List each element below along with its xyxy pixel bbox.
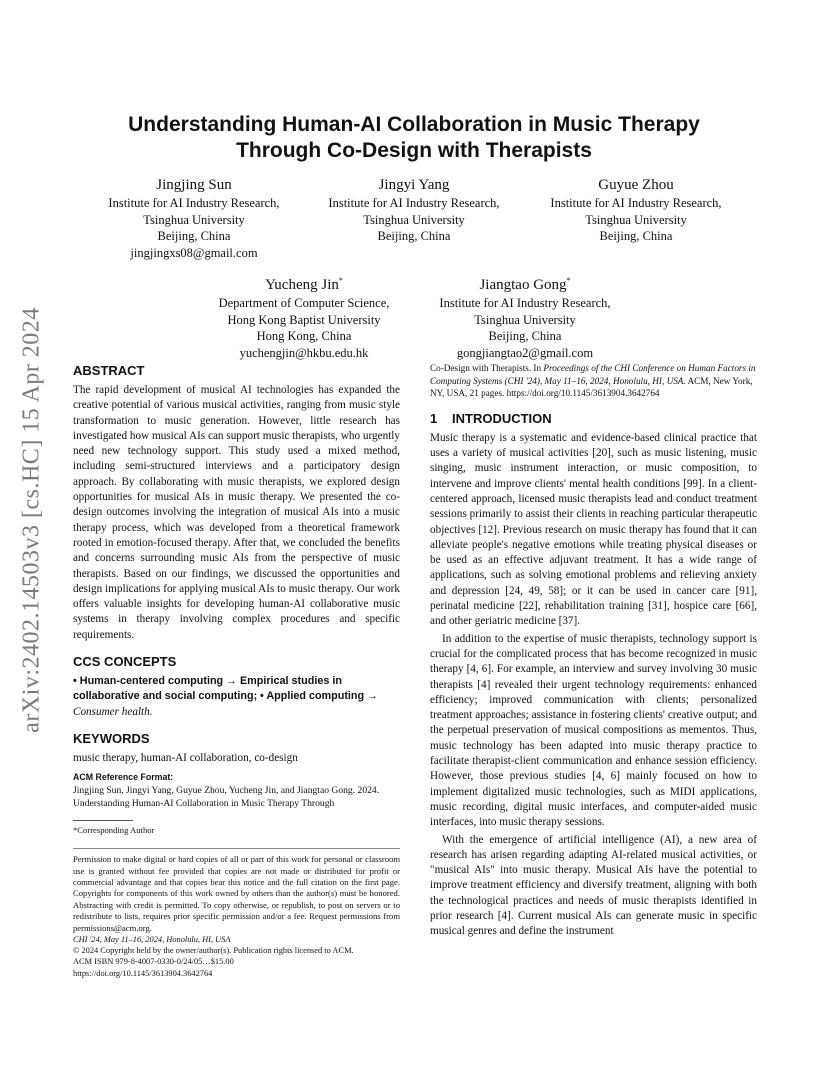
author-affiliation: Tsinghua University	[474, 312, 576, 327]
author-name-text: Yucheng Jin	[265, 277, 339, 293]
author-name	[190, 271, 418, 295]
acm-ref-cont-italic: Proceedings of the CHI Conference on Human Factors in Computing Systems (CHI '24), May 11–16, 2024, Honolulu, HI, USA.	[430, 363, 756, 386]
author-email[interactable]: gongjiangtao2@gmail.com	[456, 345, 594, 360]
author-affiliation: Hong Kong Baptist University	[227, 312, 381, 327]
copyright-line: © 2024 Copyright held by the owner/author(s). Publication rights licensed to ACM.	[73, 946, 354, 956]
permission-text: Permission to make digital or hard copies of all or part of this work for personal or classroom use is granted without fee provided that copies are not made or distributed for profit or commercial advantage and that copies bear this notice and the full citation on the first page. Copyrights for components of this work owned by others than the author(s) must be honored. Abstracting with credit is permitted. To copy otherwise, or republish, to post on servers or to redistribute to lists, requires prior specific permission and/or a fee. Request permissions from permissions@acm.org.	[73, 854, 400, 933]
arxiv-stamp-text: arXiv:2402.14503v3 [cs.HC] 15 Apr 2024	[18, 307, 45, 733]
author-name: Jingyi Yang	[378, 177, 450, 193]
ccs-bullet-2-italic: Consumer health.	[73, 705, 153, 718]
corresponding-footnote: *Corresponding Author	[73, 825, 155, 836]
abstract-text: The rapid development of musical AI technologies has expanded the creative potential of various musical activities, ranging from music style transformation to music generation. However, little research has investigated how musical AIs can support music therapists, who urgently need new technology support. This study used a mixed method, including semi-structured interviews and a participatory design approach. By collaborating with music therapists, we explored design opportunities for musical AIs in music therapy. We presented the co-design outcomes involving the integration of musical AIs into a music therapy process, which was developed from a theoretical framework rooted in emotion-focused therapy. After that, we concluded the benefits and concerns surrounding music AIs from the perspective of music therapists. Based on our findings, we discussed the opportunities and design implications for applying musical AIs to music therapy. Our work offers valuable insights for developing human-AI collaborative music systems in therapy involving complex procedures and specific requirements.	[73, 384, 400, 641]
acm-ref-cont-2: ACM, New York, NY, USA, 21 pages. https://doi.org/10.1145/3613904.3642764	[430, 375, 753, 399]
author-affiliation: Tsinghua University	[363, 212, 465, 227]
doi-link[interactable]: https://doi.org/10.1145/3613904.3642764	[73, 968, 213, 978]
author-name: Guyue Zhou	[598, 177, 674, 193]
paper-title	[70, 112, 758, 164]
author-email[interactable]: jingjingxs08@gmail.com	[130, 245, 258, 260]
acm-ref-text: Jingjing Sun, Jingyi Yang, Guyue Zhou, Yucheng Jin, and Jiangtao Gong. 2024. Understanding Human-AI Collaboration in Music Therapy Through	[73, 785, 380, 810]
author-block	[80, 175, 308, 261]
venue-line	[73, 934, 400, 945]
ccs-concepts	[73, 674, 400, 720]
author-affiliation: Department of Computer Science,	[218, 296, 390, 310]
arxiv-stamp	[14, 285, 50, 755]
author-affiliation: Tsinghua University	[143, 212, 245, 227]
author-block	[411, 271, 639, 361]
left-column	[73, 362, 400, 979]
intro-paragraph-3: With the emergence of artificial intelligence (AI), a new area of research has arisen regarding adapting AI-related musical activities, or "musical AIs" into music therapy. Musical AIs have the potential to improve treatment efficiency and diversify treatment, aligning with both the technological practices and needs of music therapists identified in prior research [4]. Current musical AIs can generate music in specific musical genres and define the instrument	[430, 833, 757, 938]
author-affiliation: Institute for AI Industry Research,	[550, 196, 722, 210]
author-location: Beijing, China	[377, 229, 451, 243]
author-affiliation: Institute for AI Industry Research,	[328, 196, 500, 210]
author-block	[300, 175, 528, 245]
venue-text: CHI '24, May 11–16, 2024, Honolulu, HI, USA	[73, 935, 231, 945]
permission-block	[73, 848, 400, 979]
author-affiliation: Institute for AI Industry Research,	[439, 296, 611, 310]
ccs-bullet-1: • Human-centered computing → Empirical studies in collaborative and social computing;	[73, 675, 342, 703]
intro-heading	[430, 410, 757, 427]
author-location: Hong Kong, China	[256, 329, 352, 343]
acm-ref-cont-1: Co-Design with Therapists. In	[430, 363, 544, 373]
intro-paragraph-1: Music therapy is a systematic and evidence-based clinical practice that uses a variety of musical activities [20], such as music listening, music singing, music instrument interaction, or music composition, to intervene and improve clients' mental health conditions [99]. In a client-centered approach, licensed music therapists lead and conduct treatment sessions primarily to assist their clients in reaching particular therapeutic objectives [12]. Previous research on music therapy has found that it can alleviate people's negative emotions while treating physical diseases or be used as an effective adjuvant treatment. It has a wide range of applications, such as solving emotional problems and relieving anxiety and depression [24, 49, 58]; or it can be used in cancer care [91], perinatal medicine [22], rehabilitation training [31], hospice care [66], and other geriatric medicine [37].	[430, 431, 757, 628]
title-line-1: Understanding Human-AI Collaboration in Music Therapy	[128, 113, 700, 136]
corresponding-mark: *	[566, 276, 571, 285]
acm-ref-continuation	[430, 362, 757, 400]
author-affiliation: Tsinghua University	[585, 212, 687, 227]
author-name: Jingjing Sun	[156, 177, 232, 193]
author-block	[522, 175, 750, 245]
ccs-bullet-2: • Applied computing →	[259, 690, 378, 703]
author-name	[411, 271, 639, 295]
author-location: Beijing, China	[157, 229, 231, 243]
author-name-text: Jiangtao Gong	[479, 277, 567, 293]
section-number: 1	[430, 410, 438, 426]
abstract-heading: ABSTRACT	[73, 363, 145, 378]
ccs-heading: CCS CONCEPTS	[73, 654, 177, 670]
acm-ref-heading: ACM Reference Format:	[73, 772, 174, 783]
author-email[interactable]: yuchengjin@hkbu.edu.hk	[239, 345, 369, 360]
isbn-line: ACM ISBN 979-8-4007-0330-0/24/05…$15.00	[73, 957, 234, 967]
intro-paragraph-2: In addition to the expertise of music therapists, technology support is crucial for the complicated process that has become recognized in music therapy [4, 6]. For example, an interview and survey involving 30 music therapists [4] revealed their urgent technology requirements: enhanced efficiency; improved communication with clients; personalized treatment approaches; assistance in fostering clients' creative output; and the perpetual preservation of musical compositions as mementos. Thus, music technology has been adapted into music therapy practice to facilitate therapist-client communication and enhance session efficiency. However, those previous studies [4, 6] mainly focused on how to implement digitalized music technologies, such as MIDI applications, music recording, digital music interfaces, and computer-aided music interfaces, into music therapy sessions.	[430, 632, 757, 829]
keywords-heading: KEYWORDS	[73, 730, 150, 746]
corresponding-mark: *	[338, 276, 343, 285]
section-title: INTRODUCTION	[452, 410, 552, 426]
title-line-2: Through Co-Design with Therapists	[236, 139, 592, 162]
author-location: Beijing, China	[488, 329, 562, 343]
author-block	[190, 271, 418, 361]
right-column	[430, 362, 757, 940]
author-affiliation: Institute for AI Industry Research,	[108, 196, 280, 210]
keywords-text: music therapy, human-AI collaboration, co-design	[73, 751, 298, 764]
footnote-rule	[73, 820, 133, 821]
author-location: Beijing, China	[599, 229, 673, 243]
